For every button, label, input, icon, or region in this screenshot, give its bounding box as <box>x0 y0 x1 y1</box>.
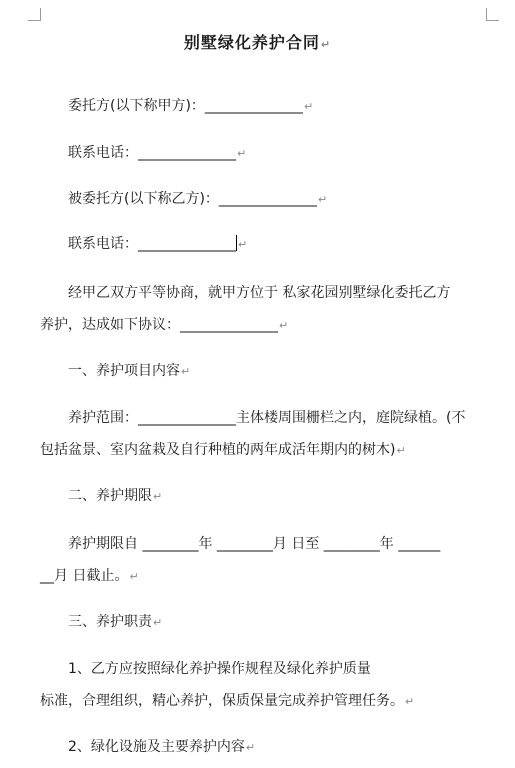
paragraph-mark: ↵ <box>317 193 328 206</box>
document-title: 别墅绿化养护合同↵ <box>183 33 332 52</box>
paragraph-mark: ↵ <box>396 444 406 457</box>
paragraph-mark: ↵ <box>245 741 256 754</box>
paragraph-mark: ↵ <box>303 100 314 113</box>
agreement-intro-line-1[interactable]: 经甲乙双方平等协商，就甲方位于 私家花园别墅绿化委托乙方 <box>68 285 451 301</box>
paragraph-mark: ↵ <box>279 319 289 332</box>
agreement-intro-line-2[interactable]: 养护，达成如下协议：______________↵ <box>40 317 289 333</box>
term-line-1[interactable]: 养护期限自 ________年 ________月 日至 ________年 ______ <box>68 536 441 552</box>
client-phone-line[interactable]: 联系电话：______________↵ <box>68 145 247 161</box>
section-3-heading[interactable]: 三、养护职责↵ <box>68 614 163 630</box>
page-corner-top-left <box>28 8 41 21</box>
term-line-2[interactable]: __月 日截止。↵ <box>40 568 139 584</box>
scope-line-1[interactable]: 养护范围：______________主体楼周围栅栏之内，庭院绿植。(不 <box>68 410 466 426</box>
paragraph-mark: ↵ <box>320 38 332 51</box>
text-cursor <box>236 235 237 251</box>
duty-1-line-2[interactable]: 标准，合理组织，精心养护，保质保量完成养护管理任务。↵ <box>40 693 415 709</box>
paragraph-mark: ↵ <box>238 238 248 251</box>
contractor-party-line[interactable]: 被委托方(以下称乙方)：______________↵ <box>68 191 328 207</box>
paragraph-mark: ↵ <box>181 365 191 378</box>
duty-2-line[interactable]: 2、绿化设施及主要养护内容↵ <box>68 739 256 755</box>
paragraph-mark: ↵ <box>405 695 415 708</box>
contractor-phone-line[interactable]: 联系电话：______________ ↵ <box>68 236 248 252</box>
paragraph-mark: ↵ <box>153 490 163 503</box>
paragraph-mark: ↵ <box>153 616 163 629</box>
section-1-heading[interactable]: 一、养护项目内容↵ <box>68 363 191 379</box>
section-2-heading[interactable]: 二、养护期限↵ <box>68 488 163 504</box>
duty-1-line-1[interactable]: 1、乙方应按照绿化养护操作规程及绿化养护质量 <box>68 661 371 677</box>
paragraph-mark: ↵ <box>129 570 139 583</box>
client-party-line[interactable]: 委托方(以下称甲方)：______________↵ <box>68 98 314 114</box>
paragraph-mark: ↵ <box>237 147 247 160</box>
page-corner-top-right <box>486 8 499 21</box>
scope-line-2[interactable]: 包括盆景、室内盆栽及自行种植的两年成活年期内的树木)↵ <box>40 442 406 458</box>
